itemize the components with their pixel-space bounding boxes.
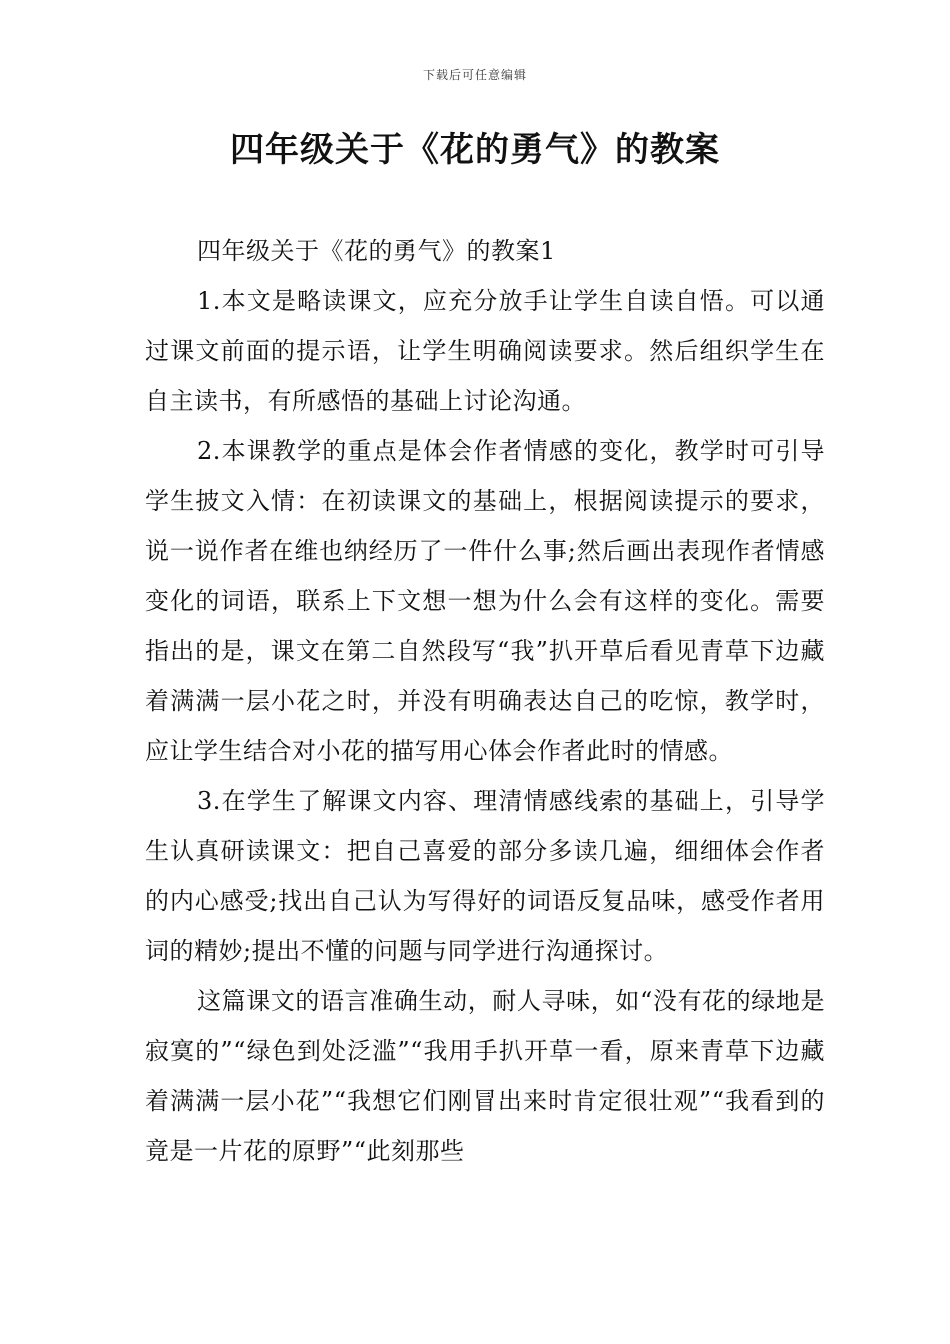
paragraph-language: 这篇课文的语言准确生动，耐人寻味，如“没有花的绿地是寂寞的”“绿色到处泛滥”“我用手扒开草一看，原来青草下边藏着满满一层小花”“我想它们刚冒出来时肯定很壮观”“我看到的竟是一片花的原野”“此刻那些 [145, 987, 825, 1165]
header-note: 下载后可任意编辑 [422, 68, 527, 82]
document-body [145, 226, 825, 1176]
paragraph-point-3: 3.在学生了解课文内容、理清情感线索的基础上，引导学生认真研读课文：把自己喜爱的部分多读几遍，细细体会作者的内心感受;找出自己认为写得好的词语反复品味，感受作者用词的精妙;提出不懂的问题与同学进行沟通探讨。 [145, 787, 825, 965]
subtitle-paragraph: 四年级关于《花的勇气》的教案1 [197, 237, 556, 265]
paragraph-point-1: 1.本文是略读课文，应充分放手让学生自读自悟。可以通过课文前面的提示语，让学生明确阅读要求。然后组织学生在自主读书，有所感悟的基础上讨论沟通。 [145, 287, 825, 415]
paragraph-point-2: 2.本课教学的重点是体会作者情感的变化，教学时可引导学生披文入情：在初读课文的基础上，根据阅读提示的要求，说一说作者在维也纳经历了一件什么事;然后画出表现作者情感变化的词语，联系上下文想一想为什么会有这样的变化。需要指出的是，课文在第二自然段写“我”扒开草后看见青草下边藏着满满一层小花之时，并没有明确表达自己的吃惊，教学时，应让学生结合对小花的描写用心体会作者此时的情感。 [145, 437, 825, 765]
document-title: 四年级关于《花的勇气》的教案 [230, 130, 720, 170]
